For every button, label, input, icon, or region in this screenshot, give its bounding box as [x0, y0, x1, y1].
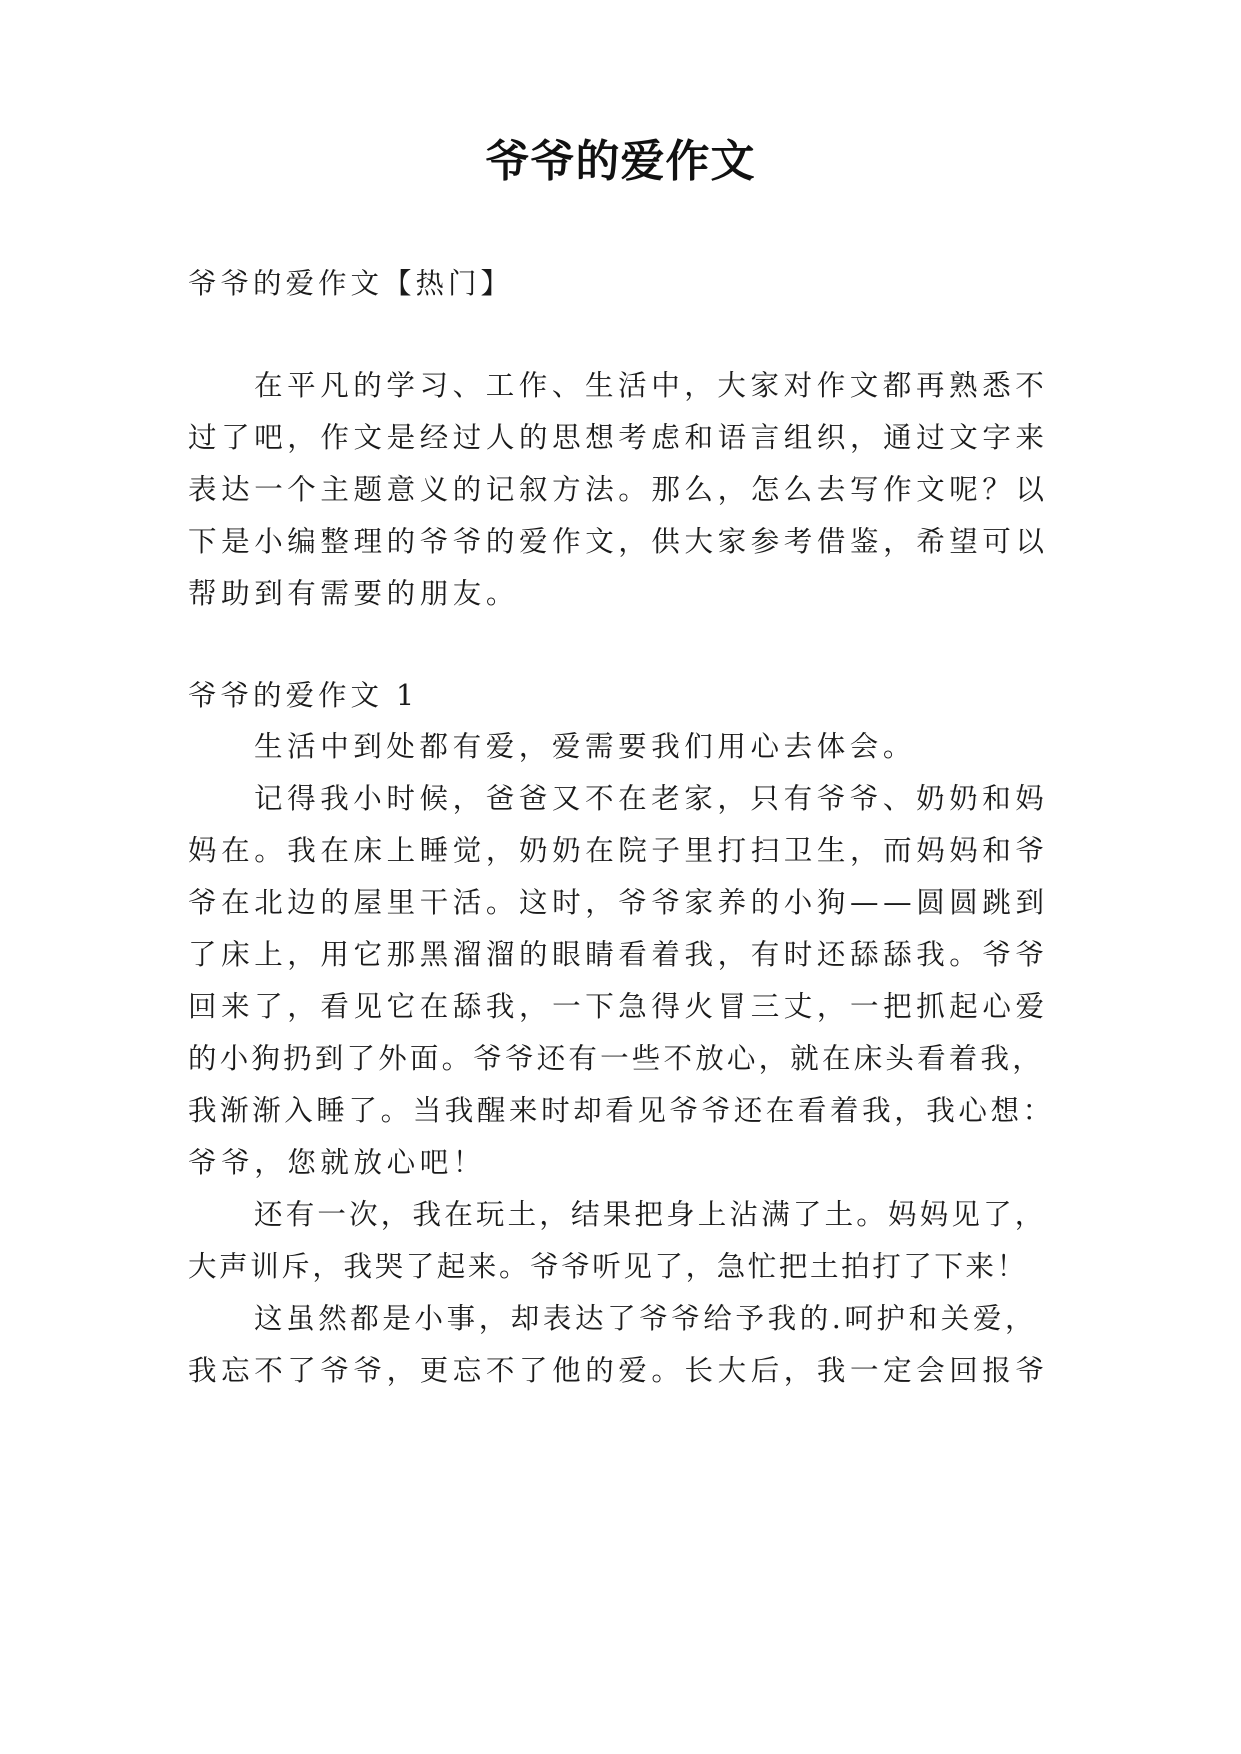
essay-line: 还有一次，我在玩土，结果把身上沾满了土。妈妈见了， — [254, 1198, 1047, 1231]
essay-line: 这虽然都是小事，却表达了爷爷给予我的.呵护和关爱， — [254, 1302, 1038, 1335]
essay-line: 妈在。我在床上睡觉，奶奶在院子里打扫卫生，而妈妈和爷 — [188, 834, 1049, 867]
essay-line: 我渐渐入睡了。当我醒来时却看见爷爷还在看着我，我心想： — [188, 1094, 1055, 1127]
essay-line: 我忘不了爷爷，更忘不了他的爱。长大后，我一定会回报爷 — [188, 1354, 1049, 1387]
intro-line: 下是小编整理的爷爷的爱作文，供大家参考借鉴，希望可以 — [188, 525, 1049, 558]
document-title: 爷爷的爱作文 — [485, 136, 756, 187]
essay-line: 爷爷，您就放心吧！ — [188, 1146, 486, 1179]
essay-line: 生活中到处都有爱，爱需要我们用心去体会。 — [254, 730, 917, 763]
essay-line: 回来了，看见它在舔我，一下急得火冒三丈，一把抓起心爱 — [188, 990, 1049, 1023]
essay-line: 的小狗扔到了外面。爷爷还有一些不放心，就在床头看着我， — [188, 1042, 1044, 1075]
intro-line: 帮助到有需要的朋友。 — [188, 577, 520, 610]
essay-line: 了床上，用它那黑溜溜的眼睛看着我，有时还舔舔我。爷爷 — [188, 938, 1049, 971]
section-heading: 爷爷的爱作文 1 — [188, 679, 419, 712]
essay-line: 爷在北边的屋里干活。这时，爷爷家养的小狗——圆圆跳到 — [188, 886, 1049, 919]
intro-line: 表达一个主题意义的记叙方法。那么，怎么去写作文呢？以 — [188, 473, 1049, 506]
intro-line: 在平凡的学习、工作、生活中，大家对作文都再熟悉不 — [254, 369, 1049, 402]
intro-line: 过了吧，作文是经过人的思想考虑和语言组织，通过文字来 — [188, 421, 1049, 454]
essay-line: 大声训斥，我哭了起来。爷爷听见了，急忙把土拍打了下来！ — [188, 1250, 1028, 1283]
essay-line: 记得我小时候，爸爸又不在老家，只有爷爷、奶奶和妈 — [254, 782, 1049, 815]
document-subtitle: 爷爷的爱作文【热门】 — [188, 267, 514, 300]
